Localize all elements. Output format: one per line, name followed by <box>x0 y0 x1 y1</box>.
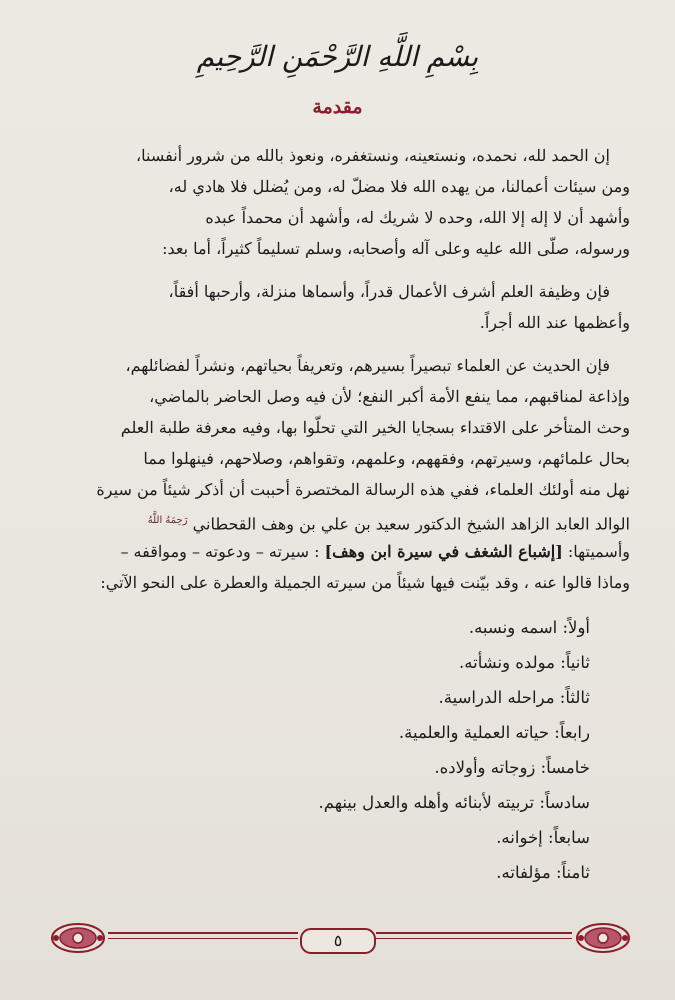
list-item: أولاً: اسمه ونسبه. <box>468 618 590 637</box>
page-number: ٥ <box>300 928 376 954</box>
text-line: بحال علمائهم، وسيرتهم، وفقههم، وعلمهم، وتقواهم، وصلاحهم، فينهلوا مما <box>143 449 630 468</box>
page-footer <box>0 908 675 968</box>
text-line: إن الحمد لله، نحمده، ونستعينه، ونستغفره، ونعوذ بالله من شرور أنفسنا، <box>135 146 610 165</box>
footer-rule <box>376 938 572 939</box>
list-item: رابعاً: حياته العملية والعلمية. <box>398 723 590 742</box>
text-line: ورسوله، صلّى الله عليه وعلى آله وأصحابه، وسلم تسليماً كثيراً، أما بعد: <box>162 239 630 258</box>
text-line: وماذا قالوا عنه ، وقد بيّنت فيها شيئاً من سيرته الجميلة والعطرة على النحو الآتي: <box>100 573 630 592</box>
text-line: وحث المتأخر على الاقتداء بسجايا الخير التي تحلّوا بها، وفيه معرفة طلبة العلم <box>120 418 630 437</box>
text-line <box>42 505 630 536</box>
text-span: وأسميتها: <box>567 542 630 561</box>
list-item: ثالثاً: مراحله الدراسية. <box>438 688 590 707</box>
body-text <box>42 128 630 890</box>
text-line: وإذاعة لمناقبهم، مما ينفع الأمة أكبر النفع؛ لأن فيه وصل الحاضر بالماضي، <box>149 387 630 406</box>
list-item: سادساً: تربيته لأبنائه وأهله والعدل بينهم. <box>318 793 590 812</box>
text-line: نهل منه أولئك العلماء، ففي هذه الرسالة المختصرة أحببت أن أذكر شيئاً من سيرة <box>96 480 630 499</box>
text-line: وأعظمها عند الله أجراً. <box>479 313 630 332</box>
footer-rule <box>108 938 298 939</box>
text-line <box>42 536 630 567</box>
page-title: مقدمة <box>312 96 363 118</box>
text-span: الوالد العابد الزاهد الشيخ الدكتور سعيد بن علي بن وهف القحطاني <box>192 514 630 534</box>
list-item: ثامناً: مؤلفاته. <box>496 863 590 882</box>
list-item: خامساً: زوجاته وأولاده. <box>434 758 590 777</box>
text-line: فإن الحديث عن العلماء تبصيراً بسيرهم، وتعريفاً بحياتهم، ونشراً لفضائلهم، <box>125 356 610 375</box>
contents-list <box>42 610 630 890</box>
footer-rule <box>376 932 572 934</box>
book-title: [إشباع الشغف في سيرة ابن وهف] <box>324 542 563 561</box>
text-span: : سيرته – ودعوته – ومواقفه – <box>120 542 320 561</box>
footer-rule <box>108 932 298 934</box>
basmala-calligraphy: بِسْمِ اللَّهِ الرَّحْمَنِ الرَّحِيمِ <box>196 40 479 73</box>
text-line: وأشهد أن لا إله إلا الله، وحده لا شريك له، وأشهد أن محمداً عبده <box>205 208 630 227</box>
list-item: ثانياً: مولده ونشأته. <box>459 653 590 672</box>
list-item: سابعاً: إخوانه. <box>496 828 590 847</box>
text-line: ومن سيئات أعمالنا، من يهده الله فلا مضلّ له، ومن يُضلل فلا هادي له، <box>168 177 630 196</box>
ornament-rosette-right-icon <box>573 916 633 960</box>
honorific-mark: رَحِمَهُ اللَّهُ <box>147 515 188 526</box>
ornament-rosette-left-icon <box>48 916 108 960</box>
text-line: فإن وظيفة العلم أشرف الأعمال قدراً، وأسماها منزلة، وأرحبها أفقاً، <box>168 282 610 301</box>
